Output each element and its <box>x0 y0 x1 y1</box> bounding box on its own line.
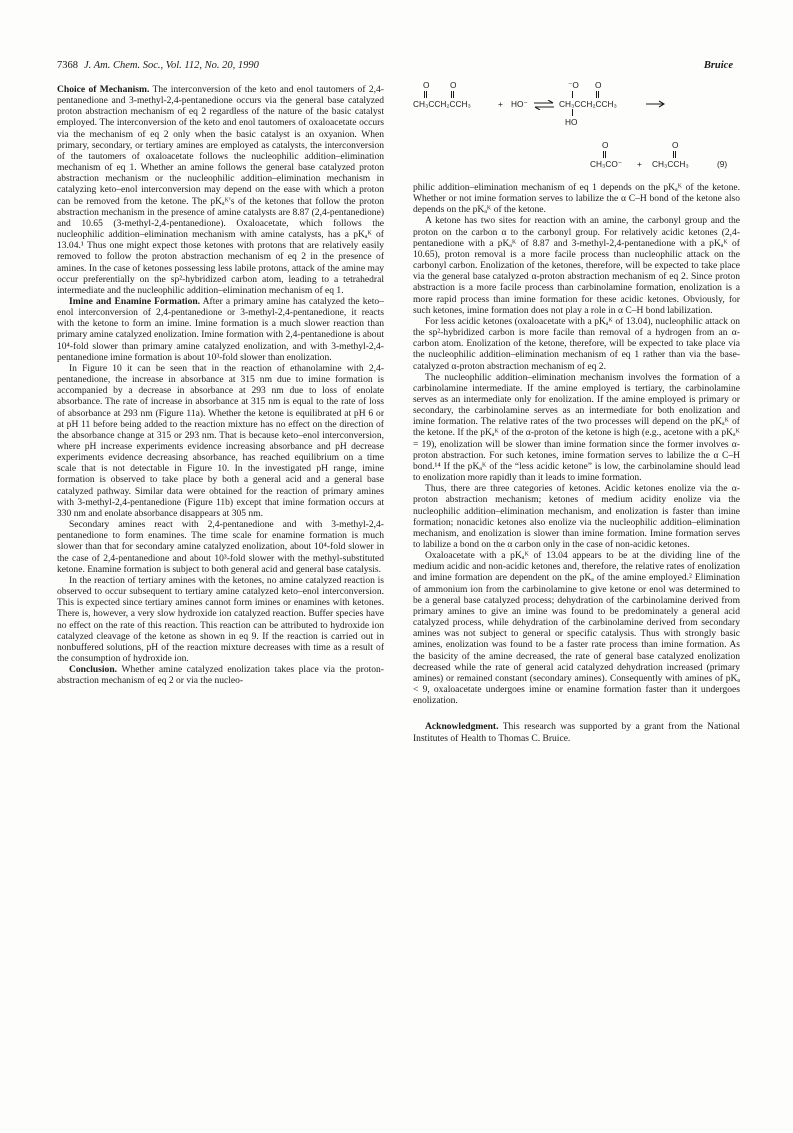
paragraph-secondary-amines <box>57 519 384 575</box>
paragraph-oxaloacetate <box>413 550 740 706</box>
eq-double-bond <box>673 151 676 158</box>
left-column <box>57 84 384 686</box>
page-number: 7368 <box>57 60 78 71</box>
section-title-imine-enamine: Imine and Enamine Formation. <box>69 295 201 307</box>
section-title-choice-of-mechanism: Choice of Mechanism. <box>57 84 150 95</box>
paragraph-three-categories <box>413 483 740 550</box>
eq-oxyanion: ⁻O <box>568 80 579 90</box>
eq-plus: + <box>637 159 642 169</box>
header-author: Bruice <box>703 60 733 71</box>
paragraph-less-acidic <box>413 316 740 372</box>
journal-citation: J. Am. Chem. Soc., Vol. 112, No. 20, 1990 <box>84 60 259 71</box>
eq-single-bond <box>572 109 573 116</box>
acknowledgment-text: This research was supported by a grant from the National Institutes of Health to Thomas C. Bruice. <box>413 721 741 744</box>
equation-9 <box>413 78 740 178</box>
eq-carbonyl-o-5: O <box>672 140 679 150</box>
paragraph-two-sites <box>413 215 740 315</box>
paragraph-text: In Figure 10 it can be seen that in the reaction of ethanolamine with 2,4-pentanedione, the increase in absorbance at 315 nm due to imine formation is accompanied by a decrease in absorbance at 293 nm due to loss of enolate absorbance. The rate of increase in absorbance at 315 nm is equal to the rate of loss of absorbance at 293 nm (Figure 11a). Whether the ketone is equilibrated at pH 6 or at pH 11 before being added to the reaction mixture has no effect on the direction of the absorbance change at 315 or 293 nm. That is because keto–enol interconversion, where pH increase experiments evidence increasing absorbance and pH decrease experiments evidence decreasing absorbance, has reached equilibrium on a time scale that is not detectable in Figure 10. In the investigated pH range, imine formation is observed to take place by both a general acid and a general base catalyzed pathway. Similar data were obtained for the reaction of primary amines with 3-methyl-2,4-pentanedione (Figure 11b) except that imine formation occurs at 330 nm and enolate absorbance disappears at 305 nm. <box>57 362 384 519</box>
eq-intermediate: CH₃CCH₂CCH₃ <box>559 99 617 109</box>
paragraph-text: After a primary amine has catalyzed the keto–enol interconversion of 2,4-pentanedione or 3-methyl-2,4-pentanedione, it reacts with the ketone to form an imine. Imine formation is a much slower reaction than primary amine catalyzed enolization. Imine formation with 2,4-pentanedione is about 10⁴-fold slower than primary amine catalyzed enolization, and with 3-methyl-2,4-pentanedione imine formation is about 10³-fold slower than enolization. <box>57 295 384 363</box>
paragraph-text: The interconversion of the keto and enol tautomers of 2,4-pentanedione and 3-methyl-2,4-pentanedione occurs via the general base catalyzed proton abstraction mechanism of eq 2 regardless of the nature of the basic catalyst employed. The interconversion of the keto and enol tautomers of oxaloacetate occurs via the mechanism of eq 2 only when the basic catalyst is an oxyanion. When primary, secondary, or tertiary amines are employed as catalysts, the interconversion of the tautomers of oxaloacetate follows the nucleophilic addition–elimination mechanism of eq 1. Whether an amine follows the general base catalyzed proton abstraction mechanism or the nucleophilic addition–elimination mechanism in catalyzing keto–enol interconversion may depend on the ease with which a proton can be removed from the ketone. The pKₐᴷ's of the ketones that follow the proton abstraction mechanism in the presence of amine catalysts are 8.87 (2,4-pentanedione) and 10.65 (3-methyl-2,4-pentanedione). Oxaloacetate, which follows the nucleophilic addition–elimination mechanism with amine catalysts, has a pKₐᴷ of 13.04.¹ Thus one might expect those ketones with protons that are relatively easily removed to follow the proton abstraction mechanism of eq 2 in the presence of amines. In the case of ketones possessing less labile protons, attack of the amine may occur preferentially on the sp²-hybridized carbon atom, leading to a tetrahedral intermediate and the nucleophilic addition–elimination mechanism of eq 1. <box>57 84 384 296</box>
eq-product-acetate: CH₃CO⁻ <box>590 159 623 169</box>
paragraph-text: For less acidic ketones (oxaloacetate with a pKₐᴷ of 13.04), nucleophilic attack on the sp²-hybridized carbon is more facile than removal of a hydrogen from an α-carbon atom. Enolization of the ketone, therefore, will be expected to take place via the nucleophilic addition–elimination mechanism of eq 1 rather than via the base-catalyzed α-proton abstraction mechanism of eq 2. <box>413 315 740 372</box>
paragraph-imine-enamine <box>57 296 384 363</box>
paragraph-text: Secondary amines react with 2,4-pentanedione and with 3-methyl-2,4-pentanedione to form enamines. The time scale for enamine formation is much slower than that for secondary amine catalyzed enolization, about 10⁴-fold slower in the case of 2,4-pentanedione and about 10³-fold slower with the methyl-substituted ketone. Enamine formation is subject to both general acid and general base catalysis. <box>57 519 384 575</box>
paragraph-figure-10 <box>57 363 384 519</box>
paragraph-text: Thus, there are three categories of ketones. Acidic ketones enolize via the α-proton abstraction mechanism; ketones of medium acidity enolize via the nucleophilic addition–elimination mechanism, and enolization is faster than imine formation; nonacidic ketones also enolize via the nucleophilic addition–elimination mechanism, and enolization is slower than imine formation. Imine formation serves to labilize a bond on the α carbon only in the case of non-acidic ketones. <box>413 483 740 550</box>
eq-double-bond <box>451 91 454 98</box>
eq-carbonyl-o-4: O <box>602 140 609 150</box>
paragraph-text: philic addition–elimination mechanism of eq 1 depends on the pKₐᴷ of the ketone. Whether or not imine formation serves to labilize the α C–H bond of the ketone also depends on the pKₐᴷ of the ketone. <box>413 182 740 216</box>
eq-hydroxyl: HO <box>565 117 578 127</box>
eq-double-bond <box>603 151 606 158</box>
paragraph-text: A ketone has two sites for reaction with an amine, the carbonyl group and the proton on the carbon α to the carbonyl group. For relatively acidic ketones (2,4-pentanedione with a pKₐᴷ of 8.87 and 3-methyl-2,4-pentanedione with a pKₐᴷ of 10.65), proton removal is a more facile process than nucleophilic attack on the carbonyl carbon. Enolization of the ketones, therefore, will be expected to take place via the general base catalyzed α-proton abstraction mechanism of eq 2. Since proton abstraction is a more facile process than carbinolamine formation, enolization is a more rapid process than imine formation for these acidic ketones. Obviously, for such ketones, imine formation does not play a role in α C–H bond labilization. <box>413 215 740 316</box>
paragraph-continuation <box>413 182 740 215</box>
eq-double-bond <box>596 91 599 98</box>
equation-number: (9) <box>717 159 728 169</box>
section-title-conclusion: Conclusion. <box>69 664 118 676</box>
reaction-arrow-icon <box>645 100 665 108</box>
running-header <box>57 60 733 74</box>
paragraph-carbinolamine <box>413 372 740 484</box>
equilibrium-arrow-icon <box>533 100 555 110</box>
eq-product-acetone: CH₃CCH₃ <box>652 159 689 169</box>
acknowledgment <box>413 721 740 743</box>
eq-single-bond <box>572 91 573 98</box>
eq-double-bond <box>424 91 427 98</box>
paragraph-choice-of-mechanism <box>57 84 384 296</box>
header-left <box>57 60 259 71</box>
eq-carbonyl-o-1: O <box>423 80 430 90</box>
eq-hydroxide: HO⁻ <box>511 99 528 109</box>
eq-carbonyl-o-2: O <box>450 80 457 90</box>
paragraph-conclusion <box>57 664 384 686</box>
paragraph-tertiary-amines <box>57 575 384 664</box>
eq-plus: + <box>498 99 503 109</box>
acknowledgment-title: Acknowledgment. <box>425 721 499 733</box>
right-column <box>413 182 740 744</box>
paragraph-text: The nucleophilic addition–elimination mechanism involves the formation of a carbinolamine intermediate. If the amine employed is tertiary, the carbinolamine serves as an intermediate only for enolization. If the amine employed is primary or secondary, the carbinolamine serves as an intermediate for both enolization and imine formation. The relative rates of the two processes will depend on the pKₐᴷ of the ketone. If the pKₐᴷ of the α-proton of the ketone is high (e.g., acetone with a pKₐᴷ = 19), enolization will be slower than imine formation since the former involves α-proton abstraction. For such ketones, imine formation serves to labilize the α C–H bond.¹⁴ If the pKₐᴷ of the “less acidic ketone” is low, the carbinolamine should lead to enolization more rapidly than it leads to imine formation. <box>413 371 740 484</box>
paragraph-text: Oxaloacetate with a pKₐᴷ of 13.04 appears to be at the dividing line of the medium acidic and non-acidic ketones and, therefore, the relative rates of enolization and imine formation are dependent on the pKₐ of the amine employed.² Elimination of ammonium ion from the carbinolamine to give ketone or enol was determined to be a general base catalyzed process; dehydration of the carbinolamine derived from primary amines to give an imine was found to be predominately a general acid catalyzed process, while dehydration of the carbinolamine derived from secondary amines was not subject to general or specific catalysis. Thus with strongly basic amines, enolization was found to be a faster rate process than imine formation. As the basicity of the amine decreased, the rate of general base catalyzed enolization decreased while the rate of general acid catalyzed dehydration increased (primary amines) or remained constant (secondary amines). Consequently with amines of pKₐ < 9, oxaloacetate undergoes imine or enamine formation faster than it undergoes enolization. <box>413 550 740 707</box>
eq-reactant: CH₃CCH₂CCH₃ <box>413 99 471 109</box>
paragraph-text: In the reaction of tertiary amines with the ketones, no amine catalyzed reaction is observed to occur subsequent to tertiary amine catalyzed keto–enol interconversion. This is expected since tertiary amines cannot form imines or enamines with ketones. There is, however, a very slow hydroxide ion catalyzed reaction. Buffer species have no effect on the rate of this reaction. This reaction can be attributed to hydroxide ion catalyzed cleavage of the ketone as shown in eq 9. If the reaction is carried out in nonbuffered solutions, pH of the reaction mixture decreases with time as a result of the consumption of hydroxide ion. <box>57 574 384 664</box>
eq-carbonyl-o-3: O <box>595 80 602 90</box>
paragraph-text: Whether amine catalyzed enolization takes place via the proton-abstraction mechanism of eq 2 or via the nucleo- <box>57 664 384 687</box>
